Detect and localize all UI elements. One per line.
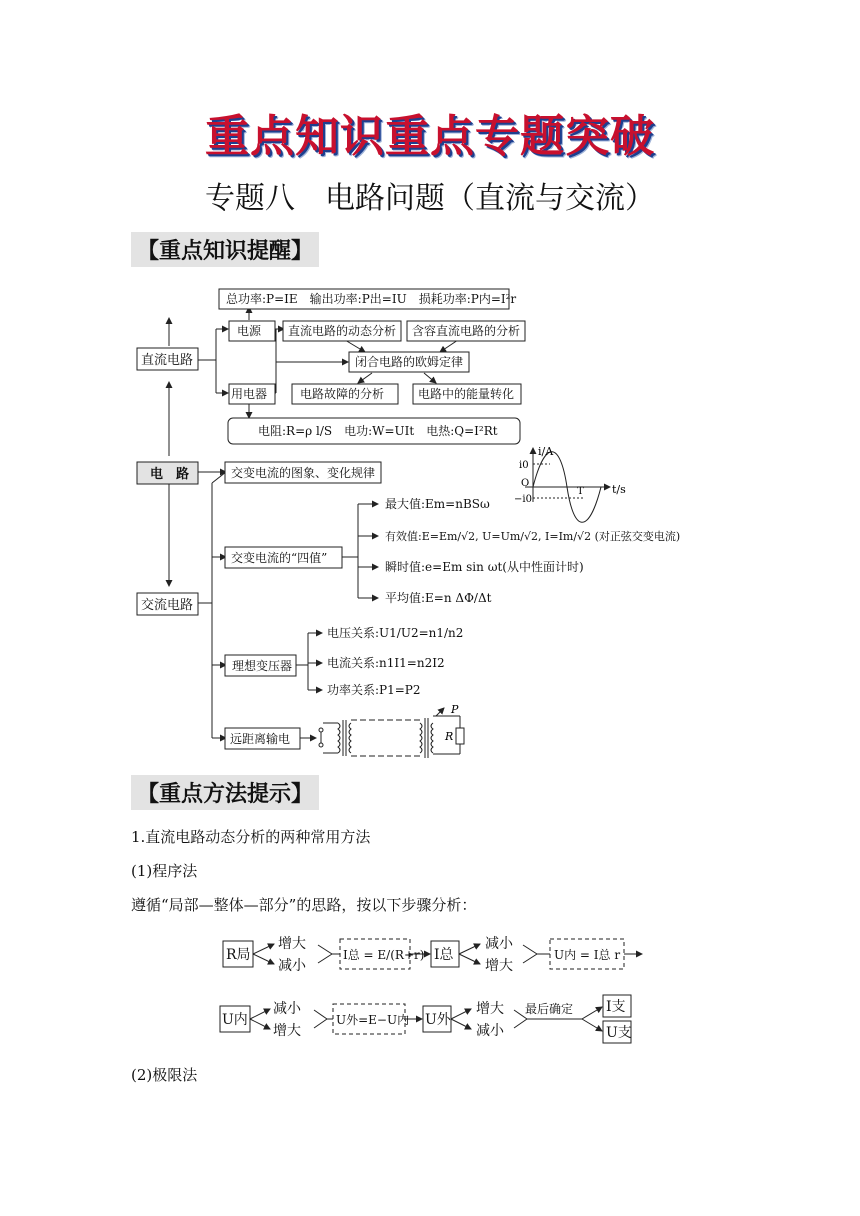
i0-label: i0 [519,460,529,471]
ac-voltage-text: 电压关系:U1/U2=n1/n2 [327,626,464,640]
flow-dec-2: 减小 [485,936,513,952]
flow-u-out-formula: U外=E−U内 [336,1013,410,1027]
ac-node-text: 交流电路 [141,598,194,613]
method-desc: 遵循“局部—整体—部分”的思路，按以下步骤分析： [131,896,477,914]
dc-source-text: 电源 [237,324,262,338]
method-sub-2: (2)极限法 [131,1066,198,1084]
ac-average-text: 平均值:E=n ΔΦ/Δt [385,591,492,605]
dc-energy-text: 电路中的能量转化 [418,387,515,401]
r-label: R [445,730,454,743]
dc-capacitor-text: 含容直流电路的分析 [412,324,521,338]
dc-ohm-text: 闭合电路的欧姆定律 [355,355,464,369]
axis-t-label: t/s [612,483,626,496]
flow-dec-3: 减小 [273,1001,301,1017]
ac-transmission-text: 远距离输电 [230,732,291,746]
period-label: T [577,486,584,497]
ac-graph-text: 交变电流的图象、变化规律 [231,466,376,480]
page-title: 专题八 电路问题（直流与交流） [205,181,655,216]
p-label: P [451,703,459,716]
flow-final: 最后确定 [525,1002,574,1016]
method-sub-1: (1)程序法 [131,862,198,880]
flow-u-out: U外 [425,1012,451,1028]
dc-power-text: 总功率:P=IE 输出功率:P出=IU 损耗功率:P内=I²r [226,292,517,306]
flow-u-in-formula: U内 = I总 r [554,948,621,962]
section-knowledge-heading: 【重点知识提醒】 [131,232,319,267]
section-method-heading: 【重点方法提示】 [131,775,319,810]
axis-i-label: i/A [538,445,554,458]
sine-wave-graph [514,445,626,522]
flow-i-total-formula: I总 = E/(R+r) [343,948,425,962]
dc-dynamic-text: 直流电路的动态分析 [288,324,397,338]
dc-appliance-text: 用电器 [231,387,268,401]
flow-u-branch: U支 [606,1025,632,1041]
flow-dec-1: 减小 [278,958,306,974]
flow-inc-1: 增大 [278,936,306,952]
root-node-text: 电 路 [150,467,190,482]
flow-inc-3: 增大 [273,1023,301,1039]
flow-i-branch: I支 [606,999,626,1015]
dc-node-text: 直流电路 [141,353,194,368]
procedure-flow-diagram [200,925,660,1050]
ac-rms-text: 有效值:E=Em/√2, U=Um/√2, I=Im/√2 (对正弦交变电流) [385,530,681,543]
banner-title: 重点知识重点专题突破 [205,111,655,162]
ac-current-text: 电流关系:n1I1=n2I2 [327,656,445,670]
ac-max-text: 最大值:Em=nBSω [385,497,490,511]
transmission-diagram [319,708,464,758]
origin-label: O [521,478,530,489]
flow-r-local: R局 [226,947,251,963]
method-item-1: 1.直流电路动态分析的两种常用方法 [131,828,371,846]
flow-inc-4: 增大 [476,1001,504,1017]
dc-resistance-text: 电阻:R=ρ l/S 电功:W=UIt 电热:Q=I²Rt [258,424,498,438]
ac-four-values-text: 交变电流的“四值” [231,551,328,565]
flow-u-in: U内 [222,1012,248,1028]
flow-dec-4: 减小 [476,1023,504,1039]
mindmap-diagram [0,280,860,760]
flow-inc-2: 增大 [485,958,513,974]
ac-instant-text: 瞬时值:e=Em sin ωt(从中性面计时) [385,560,584,574]
flow-i-total: I总 [434,947,454,963]
dc-fault-text: 电路故障的分析 [300,387,385,401]
ac-power-text: 功率关系:P1=P2 [327,683,421,697]
ac-transformer-text: 理想变压器 [232,659,293,673]
neg-i0-label: −i0 [514,494,532,505]
